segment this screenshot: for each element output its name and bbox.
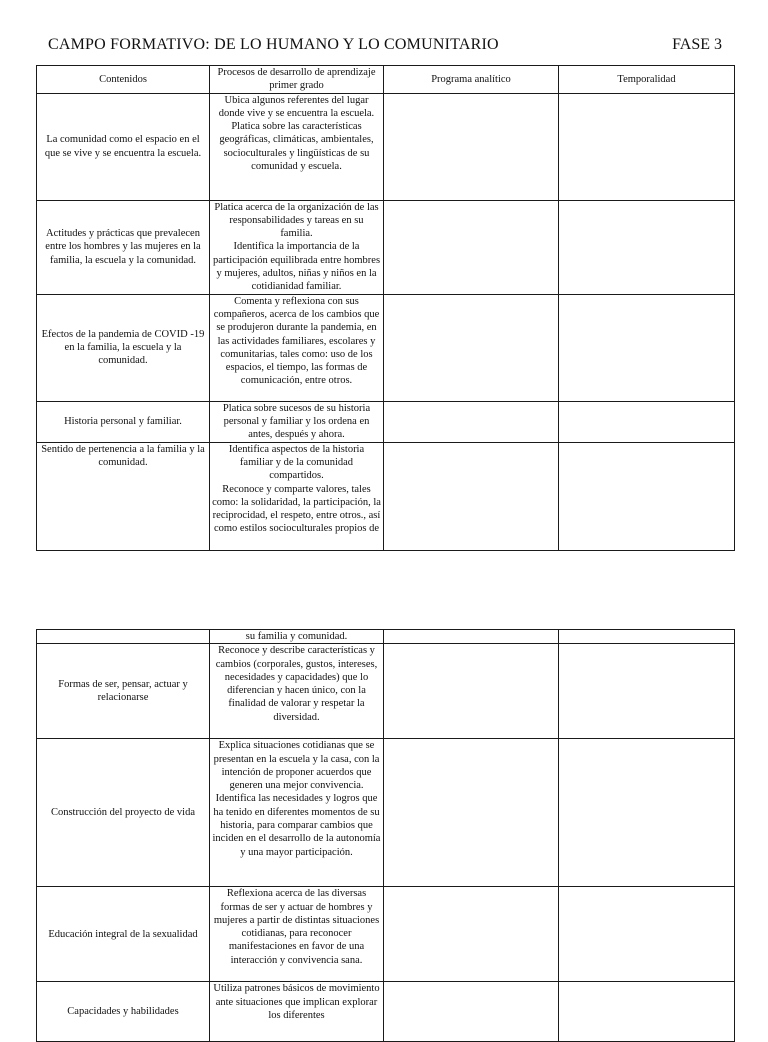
- table-row: [37, 200, 735, 294]
- procesos-cell: Identifica aspectos de la historia familiar y de la comunidad compartidos. Reconoce y comparte valores, tales como: la solidaridad, la participación, la reciprocidad, el respeto, entre otros., así como estilos socioculturales propios de: [210, 442, 384, 550]
- procesos-cell: Platica sobre sucesos de su historia personal y familiar y los ordena en antes, después y ahora.: [210, 401, 384, 442]
- temporalidad-cell: [559, 739, 735, 887]
- temporalidad-cell: [559, 644, 735, 739]
- contenido-cell: Capacidades y habilidades: [37, 982, 210, 1042]
- programa-cell: [384, 739, 559, 887]
- table-row: [37, 442, 735, 550]
- programa-cell: [384, 200, 559, 294]
- procesos-cell: su familia y comunidad.: [210, 630, 384, 644]
- temporalidad-cell: [559, 93, 735, 200]
- programa-cell: [384, 644, 559, 739]
- programa-cell: [384, 294, 559, 401]
- phase-label: FASE 3: [672, 36, 722, 53]
- contenido-cell: La comunidad como el espacio en el que se vive y se encuentra la escuela.: [37, 93, 210, 200]
- contenido-cell: Historia personal y familiar.: [37, 401, 210, 442]
- contenido-cell: Sentido de pertenencia a la familia y la comunidad.: [37, 442, 210, 550]
- procesos-cell: Reflexiona acerca de las diversas formas de ser y actuar de hombres y mujeres a partir de distintas situaciones cotidianas, para reconocer manifestaciones en favor de una interacción y convivencia sana.: [210, 887, 384, 982]
- contenido-cell: Efectos de la pandemia de COVID -19 en la familia, la escuela y la comunidad.: [37, 294, 210, 401]
- table-header-row: [37, 66, 735, 94]
- content-table-page2: [36, 629, 735, 1042]
- table-row: [37, 93, 735, 200]
- temporalidad-cell: [559, 982, 735, 1042]
- temporalidad-cell: [559, 630, 735, 644]
- procesos-cell: Utiliza patrones básicos de movimiento ante situaciones que implican explorar los diferentes: [210, 982, 384, 1042]
- programa-cell: [384, 401, 559, 442]
- programa-cell: [384, 442, 559, 550]
- page-title: CAMPO FORMATIVO: DE LO HUMANO Y LO COMUNITARIO: [48, 36, 499, 53]
- programa-cell: [384, 887, 559, 982]
- table-row: [37, 630, 735, 644]
- contenido-cell: Formas de ser, pensar, actuar y relacionarse: [37, 644, 210, 739]
- table-row: [37, 401, 735, 442]
- procesos-cell: Comenta y reflexiona con sus compañeros, acerca de los cambios que se produjeron durante la pandemia, en las actividades familiares, escolares y comunitarias, tales como: uso de los espacios, el tiempo, las formas de comunicación, entre otros.: [210, 294, 384, 401]
- table-row: [37, 739, 735, 887]
- column-header-contenidos: Contenidos: [37, 66, 210, 94]
- programa-cell: [384, 93, 559, 200]
- table-row: [37, 887, 735, 982]
- procesos-cell: Ubica algunos referentes del lugar donde vive y se encuentra la escuela. Platica sobre las características geográficas, climáticas, ambientales, socioculturales y lingüísticas de su comunidad y escuela.: [210, 93, 384, 200]
- contenido-cell: Educación integral de la sexualidad: [37, 887, 210, 982]
- content-table-page1: [36, 65, 735, 551]
- procesos-cell: Reconoce y describe características y cambios (corporales, gustos, intereses, necesidades y capacidades) que lo diferencian y hacen único, con la finalidad de valorar y respetar la diversidad.: [210, 644, 384, 739]
- procesos-cell: Explica situaciones cotidianas que se presentan en la escuela y la casa, con la intención de proponer acuerdos que generen una mejor convivencia. Identifica las necesidades y logros que ha tenido en diferentes momentos de su historia, para comparar cambios que inciden en el desarrollo de la autonomía y una mayor participación.: [210, 739, 384, 887]
- temporalidad-cell: [559, 200, 735, 294]
- table-row: [37, 644, 735, 739]
- procesos-cell: Platica acerca de la organización de las responsabilidades y tareas en su familia. Identifica la importancia de la participación equilibrada entre hombres y mujeres, adultos, niñas y niños en la cotidianidad familiar.: [210, 200, 384, 294]
- contenido-cell: Actitudes y prácticas que prevalecen entre los hombres y las mujeres en la familia, la escuela y la comunidad.: [37, 200, 210, 294]
- temporalidad-cell: [559, 294, 735, 401]
- column-header-programa: Programa analítico: [384, 66, 559, 94]
- temporalidad-cell: [559, 887, 735, 982]
- column-header-procesos: Procesos de desarrollo de aprendizaje primer grado: [210, 66, 384, 94]
- temporalidad-cell: [559, 401, 735, 442]
- programa-cell: [384, 630, 559, 644]
- programa-cell: [384, 982, 559, 1042]
- column-header-temporalidad: Temporalidad: [559, 66, 735, 94]
- contenido-cell: Construcción del proyecto de vida: [37, 739, 210, 887]
- table-row: [37, 294, 735, 401]
- page-header: [48, 36, 724, 56]
- table-row: [37, 982, 735, 1042]
- contenido-cell: [37, 630, 210, 644]
- temporalidad-cell: [559, 442, 735, 550]
